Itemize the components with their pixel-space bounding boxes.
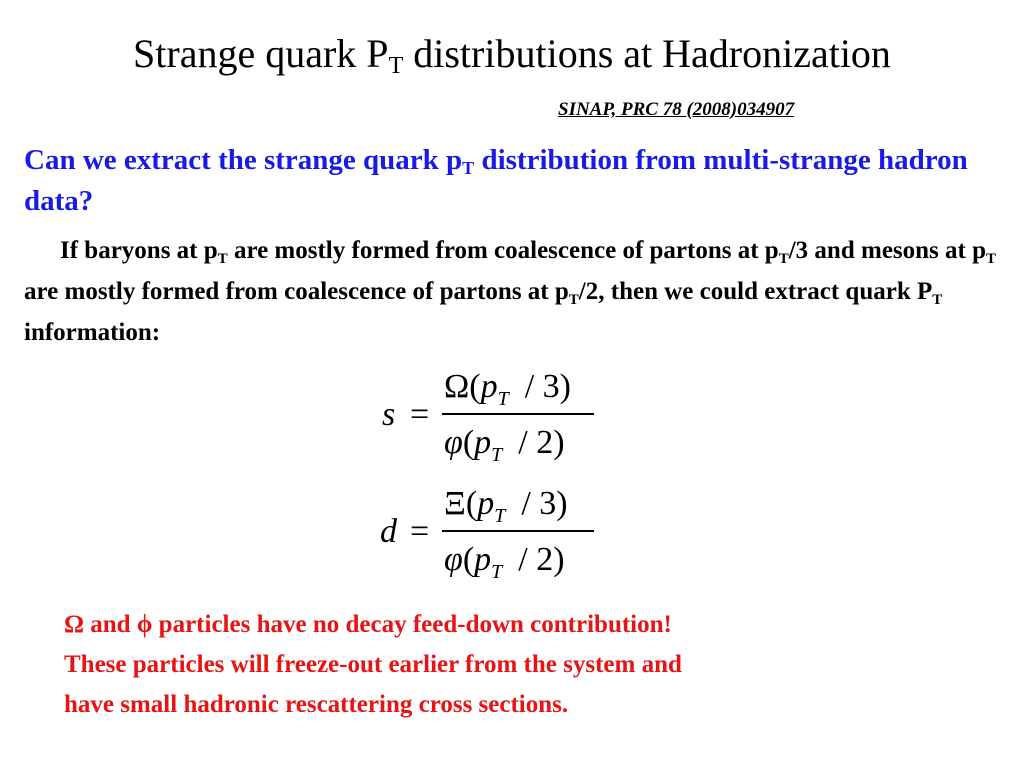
para-text: /3 and mesons at p (788, 237, 986, 264)
paren: ( (462, 541, 475, 578)
note-line: These particles will freeze-out earlier from the system and (64, 651, 682, 678)
equation-down (380, 483, 610, 593)
title-text-end: distributions at Hadronization (403, 31, 891, 76)
para-subscript: T (932, 292, 943, 308)
equation-lhs: d (380, 513, 397, 550)
question-part-end: distribution from multi-strange hadron data? (24, 144, 968, 217)
title-subscript: T (388, 53, 404, 79)
para-text: are mostly formed from coalescence of partons at p (24, 278, 569, 305)
divisor: / 3) (524, 368, 572, 405)
p-variable: p (474, 541, 492, 578)
para-text: are mostly formed from coalescence of partons at p (227, 237, 779, 264)
para-subscript: T (986, 251, 997, 267)
note-line: have small hadronic rescattering cross sections. (64, 691, 569, 718)
equation-strange (380, 366, 610, 476)
para-subscript: T (568, 292, 579, 308)
equation-numerator (444, 368, 572, 410)
note-line: Ω and ϕ particles have no decay feed-down contribution! (64, 611, 672, 638)
p-variable: p (474, 424, 492, 461)
p-variable: p (480, 368, 498, 405)
para-text: /2, then we could extract quark P (578, 278, 933, 305)
note-text (64, 605, 994, 725)
p-subscript: T (494, 505, 506, 527)
slide-title (0, 28, 1024, 80)
equation-denominator (444, 424, 565, 466)
p-subscript: T (491, 444, 503, 466)
para-subscript: T (217, 251, 228, 267)
paren: ( (462, 424, 475, 461)
equals-sign: = (410, 396, 430, 433)
question-text (24, 140, 1004, 222)
equals-sign: = (410, 513, 430, 550)
explanation-paragraph (24, 230, 1009, 353)
reference-citation: SINAP, PRC 78 (2008)034907 (558, 99, 795, 120)
p-subscript: T (497, 388, 509, 410)
equation-lhs: s (382, 396, 396, 433)
question-subscript: T (462, 158, 475, 178)
p-subscript: T (491, 561, 503, 583)
para-subscript: T (778, 251, 789, 267)
paren: ( (465, 485, 478, 522)
fraction-bar (442, 413, 594, 415)
title-text: Strange quark P (133, 31, 389, 76)
p-variable: p (477, 485, 495, 522)
phi-symbol: φ (444, 424, 463, 461)
omega-symbol: Ω (444, 368, 470, 405)
xi-symbol: Ξ (444, 485, 466, 522)
divisor: / 2) (518, 541, 565, 578)
question-part: Can we extract the strange quark p (24, 144, 463, 176)
phi-symbol: φ (444, 541, 463, 578)
divisor: / 2) (518, 424, 565, 461)
para-text: If baryons at p (60, 237, 218, 264)
divisor: / 3) (521, 485, 568, 522)
equation-denominator (444, 541, 565, 583)
paren: ( (469, 368, 481, 405)
para-text: information: (24, 319, 161, 346)
fraction-bar (442, 530, 594, 532)
equation-numerator (444, 485, 568, 527)
